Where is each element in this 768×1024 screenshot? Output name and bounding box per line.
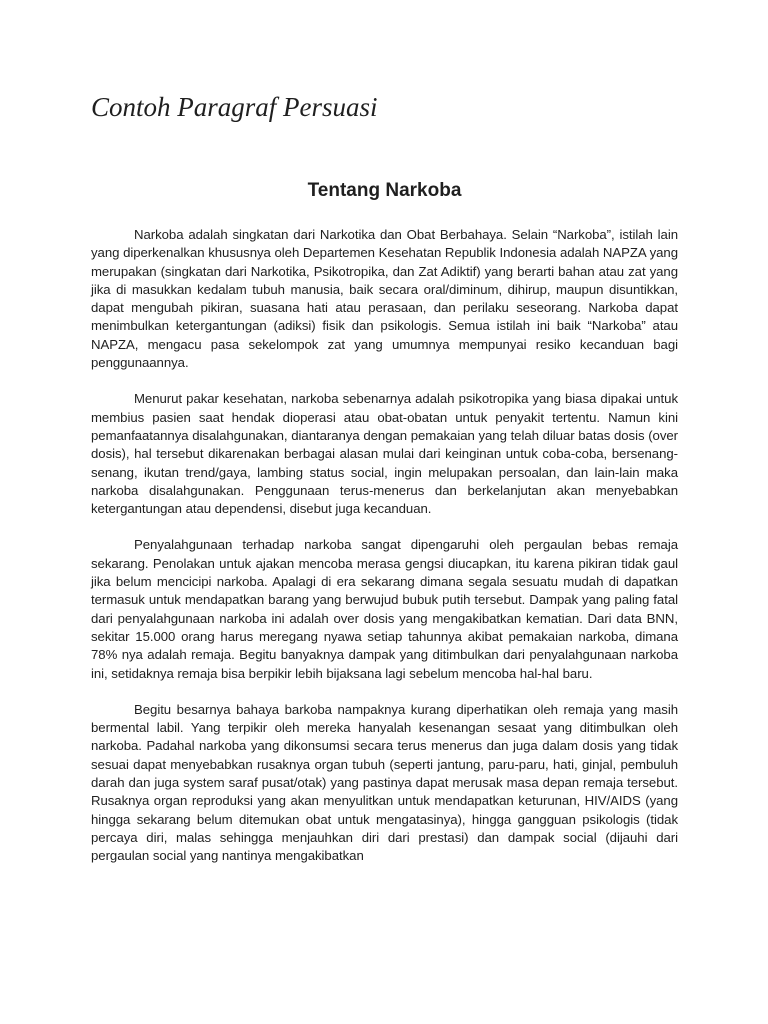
document-title: Contoh Paragraf Persuasi [91,92,378,122]
body-text [91,226,678,884]
paragraph-1: Narkoba adalah singkatan dari Narkotika dan Obat Berbahaya. Selain “Narkoba”, istilah lain yang diperkenalkan khususnya oleh Departemen Kesehatan Republik Indonesia adalah NAPZA yang merupakan (singkatan dari Narkotika, Psikotropika, dan Zat Adiktif) yang berarti bahan atau zat yang jika di masukkan kedalam tubuh manusia, baik secara oral/diminum, dihirup, maupun disuntikkan, dapat mengubah pikiran, suasana hati atau perasaan, dan perilaku seseorang. Narkoba dapat menimbulkan ketergantungan (adiksi) fisik dan psikologis. Semua istilah ini baik “Narkoba” atau NAPZA, mengacu pasa sekelompok zat yang umumnya mempunyai resiko kecanduan bagi penggunaannya. [91,227,678,371]
section-heading: Tentang Narkoba [307,180,462,201]
paragraph-3: Penyalahgunaan terhadap narkoba sangat dipengaruhi oleh pergaulan bebas remaja sekarang. Penolakan untuk ajakan mencoba merasa gengsi diucapkan, itu karena pikiran tidak gaul jika belum mencicipi narkoba. Apalagi di era sekarang dimana segala sesuatu mudah di dapatkan termasuk untuk mendapatkan barang yang berwujud bubuk putih tersebut. Dampak yang paling fatal dari penyalahgunaan narkoba ini adalah over dosis yang mengakibatkan kematian. Dari data BNN, sekitar 15.000 orang harus meregang nyawa setiap tahunnya akibat pemakaian narkoba, dimana 78% nya adalah remaja. Begitu banyaknya dampak yang ditimbulkan dari penyalahgunaan narkoba ini, setidaknya remaja bisa berpikir lebih bijaksana lagi sebelum mencoba hal-hal baru. [91,537,678,681]
paragraph-2: Menurut pakar kesehatan, narkoba sebenarnya adalah psikotropika yang biasa dipakai untuk membius pasien saat hendak dioperasi atau obat-obatan untuk penyakit tertentu. Namun kini pemanfaatannya disalahgunakan, diantaranya dengan pemakaian yang telah diluar batas dosis (over dosis), hal tersebut dikarenakan berbagai alasan mulai dari keinginan untuk coba-coba, bersenang-senang, ikutan trend/gaya, lambing status social, ingin melupakan persoalan, dan lain-lain maka narkoba disalahgunakan. Penggunaan terus-menerus dan berkelanjutan akan menyebabkan ketergantungan atau dependensi, disebut juga kecanduan. [91,391,678,517]
paragraph-4: Begitu besarnya bahaya barkoba nampaknya kurang diperhatikan oleh remaja yang masih bermental labil. Yang terpikir oleh mereka hanyalah kesenangan sesaat yang ditimbulkan oleh narkoba. Padahal narkoba yang dikonsumsi secara terus menerus dan juga dalam dosis yang tidak sesuai dapat menyebabkan rusaknya organ tubuh (seperti jantung, paru-paru, hati, ginjal, pembuluh darah dan juga system saraf pusat/otak) yang pastinya dapat merusak masa depan remaja tersebut. Rusaknya organ reproduksi yang akan menyulitkan untuk mendapatkan keturunan, HIV/AIDS (yang hingga sekarang belum ditemukan obat untuk mengatasinya), hingga gangguan psikologis (tidak percaya diri, malas sehingga menjauhkan diri dari prestasi) dan dampak social (dijauhi dari pergaulan social yang nantinya mengakibatkan [91,701,678,864]
